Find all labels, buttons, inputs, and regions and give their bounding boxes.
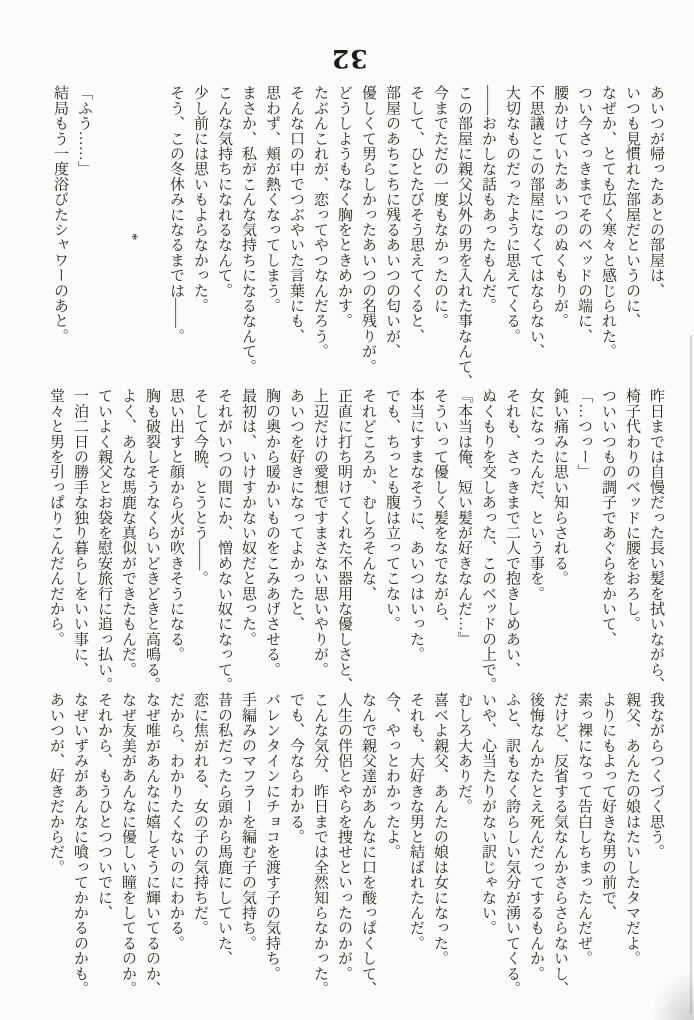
text-column: いや、心当たりがない訳じゃない。 [480,692,496,936]
text-column: この部屋に親父以外の男を入れた事なんて、 [456,85,472,389]
text-column: でも、ちっとも腹は立ってこない。 [384,388,400,632]
text-column: 部屋のあちこちに残るあいつの匂いが、 [384,85,400,359]
text-column: なんで親父達があんなに口を酸っぱくして、 [360,692,376,996]
text-column: 我ながらつくづく思う。 [648,692,664,860]
text-column: 今、やっとわかったよ。 [384,692,400,860]
text-column: 思い出すと顔から火が吹きそうになる。 [168,388,184,662]
text-band-1 [36,85,668,389]
page-number: 32 [330,44,368,73]
text-column: たぶんこれが、恋ってやつなんだろう。 [312,85,328,359]
text-column: だから、わかりたくないのにわかる。 [168,692,184,951]
text-column: ていよく親父とお袋を慰安旅行に追っ払い。 [96,388,112,692]
text-column: 思わず、頬が熱くなってしまう。 [264,85,280,313]
text-column: 『本当は俺、短い髪が好きなんだ…』 [456,388,472,647]
text-column: 結局もう一度浴びたシャワーのあと。 [52,85,68,344]
text-column: 椅子代わりのベッドに腰をおろし。 [624,388,640,632]
text-column: こんな気持ちになれるなんて。 [216,85,232,298]
text-column: 最初は、いけすかない奴だと思った。 [240,388,256,647]
text-column: 一泊二日の勝手な独り暮らしをいい事に、 [72,388,88,677]
text-column: 女になったんだ、という事を。 [528,388,544,601]
text-column: そんな口の中でつぶやいた言葉にも、 [288,85,304,344]
text-column: 鈍い痛みに思い知らされる。 [552,388,568,586]
text-band-2 [36,388,668,692]
text-column: それがいつの間にか、憎めない奴になって。 [216,388,232,692]
text-band-3 [36,692,668,996]
text-column: ぬくもりを交しあった、このベッドの上で。 [480,388,496,692]
text-column: 親父、あんたの娘はたいしたタマだよ。 [624,692,640,966]
text-column: だけど、反省する気なんかさらさらないし、 [552,692,568,996]
text-column: あいつが、好きだからだ。 [48,692,64,875]
text-column: いつも見慣れた部屋だというのに、 [624,85,640,329]
text-column: そう、この冬休みになるまでは――。 [168,85,184,344]
text-column: 優しくて男らしかったあいつの名残りが。 [360,85,376,374]
text-column: 不思議とこの部屋になくてはならない、 [528,85,544,359]
text-column: 恋に焦がれる、女の子の気持ちだ。 [192,692,208,936]
text-column: 腰かけていたあいつのぬくもりが。 [552,85,568,329]
text-column: よく、あんな馬鹿な真似ができたもんだ。 [120,388,136,677]
text-column: なぜいずみがあんなに喰ってかかるのかも。 [72,692,88,996]
text-column: 上辺だけの愛想ですまさない思いやりが。 [312,388,328,677]
text-column: それどころか、むしろそんな、 [360,388,376,601]
text-column: そして今晩、とうとう――。 [192,388,208,586]
text-column: あいつが帰ったあとの部屋は、 [648,85,664,298]
scan-corner-shadow [652,972,694,1020]
scene-break-asterisk: * [124,233,140,241]
text-column: むしろ大ありだ。 [456,692,472,814]
text-column: 昔の私だったら頭から馬鹿にしていた、 [216,692,232,966]
text-column: 堂々と男を引っぱりこんだんだから。 [48,388,64,647]
text-column: 喜べよ親父、あんたの娘は女になった。 [432,692,448,966]
text-column: そして、ひとたびそう思えてくると、 [408,85,424,344]
text-column: 本当にすまなそうに、あいつはいった。 [408,388,424,662]
text-column: どうしようもなく胸をときめかす。 [336,85,352,329]
text-column: 大切なものだったように思えてくる。 [504,85,520,344]
text-column: あいつを好きになってよかったと、 [288,388,304,632]
text-column: こんな気分、昨日までは全然知らなかった。 [312,692,328,996]
text-column: 今までただの一度もなかったのに。 [432,85,448,329]
text-column: 胸も破裂しそうなくらいどきどきと高鳴る。 [144,388,160,692]
scan-edge-line [690,335,692,1014]
text-column: バレンタインにチョコを渡す子の気持ち。 [264,692,280,981]
text-column: 後悔なんかたとえ死んだってするもんか。 [528,692,544,981]
text-column: 素っ裸になって告白しちまったんだぜ。 [576,692,592,966]
text-column: つい今さっきまでそのベッドの端に、 [576,85,592,344]
text-column: 手編みのマフラーを編む子の気持ち。 [240,692,256,951]
text-column: それから、もうひとつついでに、 [96,692,112,920]
text-column: でも、今ならわかる。 [288,692,304,844]
text-column: そういって優しく髪をなでながら、 [432,388,448,632]
text-column: 「ふう……」 [76,85,92,177]
text-column: 昨日までは自慢だった長い髪を拭いながら、 [648,388,664,692]
text-column: ――おかしな話もあったもんだ。 [480,85,496,313]
text-column: それも、大好きな男と結ばれたんだ。 [408,692,424,951]
text-column: 人生の伴侶とやらを捜せといったのかが。 [336,692,352,981]
text-column: ついいつもの調子であぐらをかいて、 [600,388,616,647]
text-column: なぜ友美があんなに優しい瞳をしてるのか。 [120,692,136,996]
text-column: 少し前には思いもよらなかった。 [192,85,208,313]
text-column: なぜ唯があんなに嬉しそうに輝いてるのか、 [144,692,160,996]
text-column: よりにもよって好きな男の前で、 [600,692,616,920]
text-column: 「…つっー」 [576,388,592,480]
text-column: まさか、私がこんな気持ちになるなんて。 [240,85,256,374]
text-column: ふと、訳もなく誇らしい気分が湧いてくる。 [504,692,520,996]
text-column: なぜか、とても広く寒々と感じられた。 [600,85,616,359]
text-column: 正直に打ち明けてくれた不器用な優しさと、 [336,388,352,692]
text-column: 胸の奥から暖かいものをこみあげさせる。 [264,388,280,677]
text-column: それも、さっきまで二人で抱きしめあい、 [504,388,520,677]
